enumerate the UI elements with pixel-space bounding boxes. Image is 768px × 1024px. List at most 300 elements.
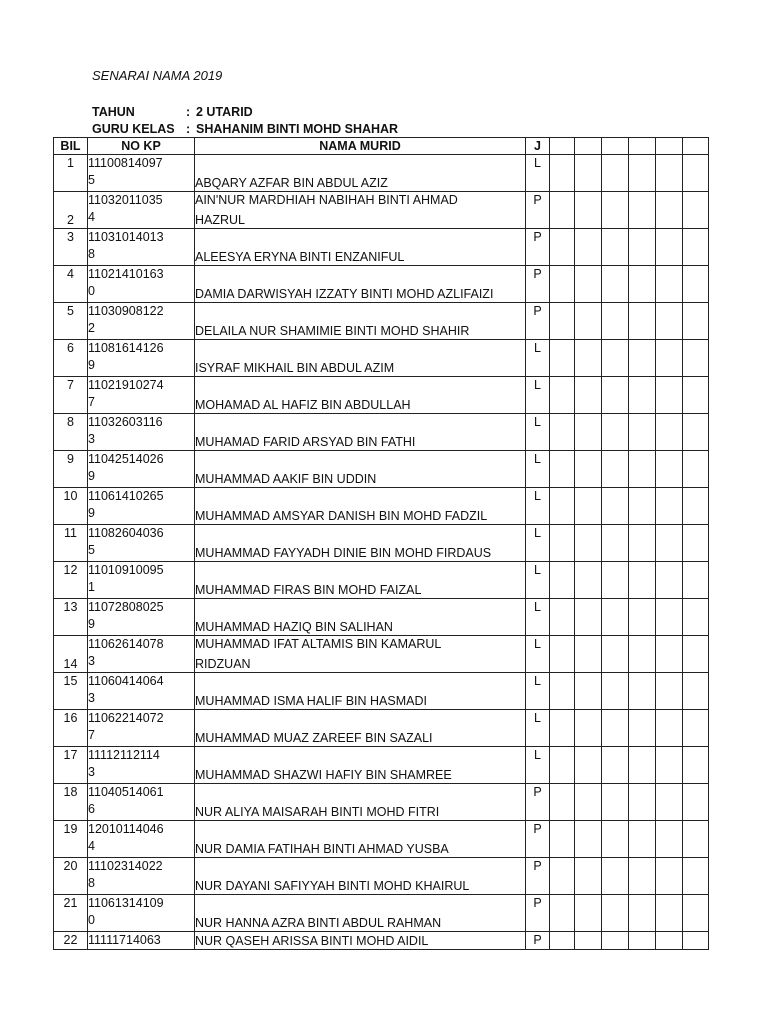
nama-murid-line-1: MUHAMMAD IFAT ALTAMIS BIN KAMARUL xyxy=(195,637,442,651)
no-kp-line-2: 3 xyxy=(88,653,95,668)
table-row xyxy=(54,784,709,821)
bil-value: 5 xyxy=(67,304,74,318)
bil-value: 4 xyxy=(67,267,74,281)
table-row xyxy=(54,451,709,488)
cell-no-kp xyxy=(88,599,195,636)
no-kp-line-2: 0 xyxy=(88,283,95,298)
cell-blank xyxy=(550,303,575,340)
table-row xyxy=(54,673,709,710)
cell-nama-murid xyxy=(195,636,526,673)
cell-blank xyxy=(629,525,656,562)
no-kp-line-2: 8 xyxy=(88,246,95,261)
cell-bil xyxy=(54,192,88,229)
cell-blank xyxy=(629,636,656,673)
cell-no-kp xyxy=(88,266,195,303)
no-kp-line-1: 11042514026 xyxy=(88,452,164,466)
table-row xyxy=(54,488,709,525)
no-kp-line-1: 11060414064 xyxy=(88,674,164,688)
cell-blank xyxy=(683,895,709,932)
cell-no-kp xyxy=(88,303,195,340)
cell-bil xyxy=(54,414,88,451)
cell-blank xyxy=(629,488,656,525)
cell-blank xyxy=(575,340,602,377)
cell-no-kp xyxy=(88,562,195,599)
no-kp-line-1: 11032603116 xyxy=(88,415,163,429)
cell-blank xyxy=(656,784,683,821)
cell-nama-murid xyxy=(195,303,526,340)
cell-blank xyxy=(656,266,683,303)
nama-murid-line-2: ABQARY AZFAR BIN ABDUL AZIZ xyxy=(195,175,388,190)
no-kp-line-2: 3 xyxy=(88,431,95,446)
nama-murid-line-2: MUHAMMAD HAZIQ BIN SALIHAN xyxy=(195,619,393,634)
cell-no-kp xyxy=(88,710,195,747)
cell-blank xyxy=(575,192,602,229)
nama-murid-line-2: MUHAMMAD FAYYADH DINIE BIN MOHD FIRDAUS xyxy=(195,545,492,560)
nama-murid-line-2: NUR HANNA AZRA BINTI ABDUL RAHMAN xyxy=(195,915,442,930)
cell-no-kp xyxy=(88,488,195,525)
cell-blank xyxy=(575,673,602,710)
jantina-value: L xyxy=(534,600,541,614)
cell-bil xyxy=(54,303,88,340)
jantina-value: P xyxy=(533,822,542,836)
jantina-value: L xyxy=(534,748,541,762)
cell-blank xyxy=(550,858,575,895)
cell-nama-murid xyxy=(195,155,526,192)
cell-bil xyxy=(54,636,88,673)
cell-nama-murid xyxy=(195,562,526,599)
nama-murid-line-2: MUHAMMAD SHAZWI HAFIY BIN SHAMREE xyxy=(195,767,452,782)
nama-murid-line-2: MUHAMMAD ISMA HALIF BIN HASMADI xyxy=(195,693,427,708)
cell-no-kp xyxy=(88,932,195,950)
cell-blank xyxy=(683,488,709,525)
cell-bil xyxy=(54,488,88,525)
cell-blank xyxy=(602,562,629,599)
nama-murid-line-2: MUHAMMAD FIRAS BIN MOHD FAIZAL xyxy=(195,582,422,597)
cell-nama-murid xyxy=(195,377,526,414)
cell-nama-murid xyxy=(195,858,526,895)
jantina-value: P xyxy=(533,785,542,799)
bil-value: 17 xyxy=(63,748,78,762)
bil-value: 22 xyxy=(63,933,78,947)
nama-murid-line-2: MUHAMMAD AAKIF BIN UDDIN xyxy=(195,471,377,486)
cell-blank xyxy=(575,229,602,266)
cell-nama-murid xyxy=(195,784,526,821)
cell-blank xyxy=(683,451,709,488)
jantina-value: L xyxy=(534,415,541,429)
cell-blank xyxy=(656,895,683,932)
cell-blank xyxy=(550,451,575,488)
cell-j xyxy=(526,229,550,266)
cell-blank xyxy=(629,229,656,266)
cell-blank xyxy=(575,858,602,895)
no-kp-line-1: 11102314022 xyxy=(88,859,163,873)
cell-nama-murid xyxy=(195,747,526,784)
jantina-value: P xyxy=(533,933,542,947)
cell-blank xyxy=(602,155,629,192)
cell-blank xyxy=(575,525,602,562)
no-kp-line-2: 9 xyxy=(88,505,95,520)
meta-label-tahun: TAHUN xyxy=(92,105,135,119)
cell-nama-murid xyxy=(195,525,526,562)
no-kp-line-2: 7 xyxy=(88,394,95,409)
cell-bil xyxy=(54,377,88,414)
cell-blank xyxy=(575,895,602,932)
cell-blank xyxy=(602,710,629,747)
nama-murid-line-2: NUR QASEH ARISSA BINTI MOHD AIDIL xyxy=(195,933,429,948)
header-row xyxy=(54,138,709,155)
cell-blank xyxy=(550,377,575,414)
cell-blank xyxy=(656,932,683,950)
cell-blank xyxy=(629,710,656,747)
cell-blank xyxy=(683,562,709,599)
table-row xyxy=(54,599,709,636)
cell-blank xyxy=(656,636,683,673)
no-kp-line-1: 11021410163 xyxy=(88,267,164,281)
no-kp-line-2: 3 xyxy=(88,690,95,705)
roster-body xyxy=(54,155,709,950)
cell-blank xyxy=(683,414,709,451)
cell-blank xyxy=(683,821,709,858)
cell-blank xyxy=(550,414,575,451)
bil-value: 10 xyxy=(63,489,78,503)
cell-j xyxy=(526,562,550,599)
jantina-value: P xyxy=(533,859,542,873)
cell-blank xyxy=(575,414,602,451)
nama-murid-line-2: DELAILA NUR SHAMIMIE BINTI MOHD SHAHIR xyxy=(195,323,470,338)
cell-blank xyxy=(550,673,575,710)
nama-murid-line-2: ISYRAF MIKHAIL BIN ABDUL AZIM xyxy=(195,360,395,375)
cell-blank xyxy=(602,414,629,451)
cell-blank xyxy=(602,192,629,229)
cell-blank xyxy=(629,599,656,636)
cell-blank xyxy=(656,858,683,895)
cell-j xyxy=(526,673,550,710)
table-row xyxy=(54,155,709,192)
cell-blank xyxy=(629,192,656,229)
cell-j xyxy=(526,340,550,377)
cell-blank xyxy=(683,599,709,636)
bil-value: 13 xyxy=(63,600,78,614)
header-blank xyxy=(602,138,629,155)
jantina-value: P xyxy=(533,267,542,281)
cell-blank xyxy=(656,562,683,599)
cell-j xyxy=(526,784,550,821)
cell-blank xyxy=(602,858,629,895)
cell-no-kp xyxy=(88,525,195,562)
class-info xyxy=(92,104,398,137)
cell-blank xyxy=(656,377,683,414)
cell-nama-murid xyxy=(195,229,526,266)
cell-blank xyxy=(575,562,602,599)
cell-blank xyxy=(602,932,629,950)
cell-j xyxy=(526,303,550,340)
cell-blank xyxy=(575,266,602,303)
header-j: J xyxy=(526,138,550,155)
no-kp-line-1: 11072808025 xyxy=(88,600,164,614)
meta-colon: : xyxy=(186,121,191,136)
cell-blank xyxy=(575,932,602,950)
nama-murid-line-2: NUR DAYANI SAFIYYAH BINTI MOHD KHAIRUL xyxy=(195,878,470,893)
cell-blank xyxy=(550,192,575,229)
jantina-value: P xyxy=(533,304,542,318)
cell-j xyxy=(526,451,550,488)
no-kp-line-2: 0 xyxy=(88,912,95,927)
cell-bil xyxy=(54,895,88,932)
header-blank xyxy=(629,138,656,155)
cell-blank xyxy=(656,599,683,636)
no-kp-line-2: 2 xyxy=(88,320,95,335)
cell-blank xyxy=(602,784,629,821)
jantina-value: L xyxy=(534,341,541,355)
cell-blank xyxy=(656,821,683,858)
cell-blank xyxy=(550,340,575,377)
cell-blank xyxy=(629,340,656,377)
jantina-value: L xyxy=(534,489,541,503)
cell-blank xyxy=(602,303,629,340)
cell-no-kp xyxy=(88,414,195,451)
no-kp-line-1: 11010910095 xyxy=(88,563,164,577)
cell-j xyxy=(526,932,550,950)
nama-murid-line-2: ALEESYA ERYNA BINTI ENZANIFUL xyxy=(195,249,405,264)
cell-no-kp xyxy=(88,821,195,858)
cell-blank xyxy=(683,192,709,229)
no-kp-line-2: 7 xyxy=(88,727,95,742)
cell-blank xyxy=(550,562,575,599)
cell-no-kp xyxy=(88,155,195,192)
cell-bil xyxy=(54,562,88,599)
nama-murid-line-2: NUR DAMIA FATIHAH BINTI AHMAD YUSBA xyxy=(195,841,449,856)
cell-nama-murid xyxy=(195,599,526,636)
cell-j xyxy=(526,414,550,451)
cell-blank xyxy=(683,229,709,266)
table-row xyxy=(54,266,709,303)
bil-value: 2 xyxy=(67,212,74,227)
cell-no-kp xyxy=(88,895,195,932)
cell-blank xyxy=(629,895,656,932)
table-row xyxy=(54,377,709,414)
jantina-value: L xyxy=(534,674,541,688)
cell-no-kp xyxy=(88,229,195,266)
cell-nama-murid xyxy=(195,673,526,710)
cell-blank xyxy=(629,303,656,340)
cell-blank xyxy=(629,747,656,784)
no-kp-line-1: 11062614078 xyxy=(88,637,164,651)
jantina-value: L xyxy=(534,637,541,651)
no-kp-line-2: 5 xyxy=(88,172,95,187)
cell-bil xyxy=(54,155,88,192)
bil-value: 15 xyxy=(63,674,78,688)
no-kp-line-1: 11112112114 xyxy=(88,748,160,762)
cell-blank xyxy=(629,821,656,858)
cell-blank xyxy=(656,710,683,747)
cell-blank xyxy=(683,747,709,784)
bil-value: 6 xyxy=(67,341,74,355)
cell-no-kp xyxy=(88,340,195,377)
cell-nama-murid xyxy=(195,266,526,303)
cell-blank xyxy=(602,673,629,710)
bil-value: 12 xyxy=(63,563,78,577)
table-row xyxy=(54,821,709,858)
bil-value: 16 xyxy=(63,711,78,725)
cell-blank xyxy=(602,895,629,932)
table-row xyxy=(54,340,709,377)
cell-blank xyxy=(550,229,575,266)
cell-blank xyxy=(683,636,709,673)
cell-no-kp xyxy=(88,784,195,821)
no-kp-line-2: 1 xyxy=(88,579,95,594)
no-kp-line-2: 9 xyxy=(88,357,95,372)
bil-value: 21 xyxy=(63,896,78,910)
jantina-value: L xyxy=(534,711,541,725)
cell-blank xyxy=(602,377,629,414)
bil-value: 14 xyxy=(63,656,78,671)
cell-blank xyxy=(550,155,575,192)
cell-blank xyxy=(550,784,575,821)
no-kp-line-1: 11111714063 xyxy=(88,933,161,947)
nama-murid-line-2: NUR ALIYA MAISARAH BINTI MOHD FITRI xyxy=(195,804,440,819)
cell-blank xyxy=(683,858,709,895)
jantina-value: L xyxy=(534,156,541,170)
cell-blank xyxy=(575,155,602,192)
cell-blank xyxy=(683,155,709,192)
cell-blank xyxy=(683,784,709,821)
no-kp-line-1: 11021910274 xyxy=(88,378,164,392)
table-row xyxy=(54,747,709,784)
cell-blank xyxy=(550,710,575,747)
cell-j xyxy=(526,377,550,414)
bil-value: 18 xyxy=(63,785,78,799)
bil-value: 9 xyxy=(67,452,74,466)
no-kp-line-1: 12010114046 xyxy=(88,822,164,836)
cell-blank xyxy=(656,673,683,710)
cell-blank xyxy=(602,821,629,858)
cell-j xyxy=(526,599,550,636)
cell-j xyxy=(526,747,550,784)
table-row xyxy=(54,710,709,747)
cell-nama-murid xyxy=(195,414,526,451)
cell-blank xyxy=(602,229,629,266)
table-row xyxy=(54,858,709,895)
table-row xyxy=(54,414,709,451)
cell-nama-murid xyxy=(195,895,526,932)
cell-blank xyxy=(656,155,683,192)
cell-blank xyxy=(656,192,683,229)
cell-bil xyxy=(54,932,88,950)
cell-blank xyxy=(683,377,709,414)
cell-no-kp xyxy=(88,451,195,488)
cell-no-kp xyxy=(88,377,195,414)
nama-murid-line-2: MUHAMMAD AMSYAR DANISH BIN MOHD FADZIL xyxy=(195,508,488,523)
cell-nama-murid xyxy=(195,451,526,488)
no-kp-line-2: 9 xyxy=(88,468,95,483)
cell-blank xyxy=(602,451,629,488)
cell-blank xyxy=(602,488,629,525)
cell-j xyxy=(526,821,550,858)
cell-blank xyxy=(629,858,656,895)
cell-blank xyxy=(550,488,575,525)
cell-blank xyxy=(575,636,602,673)
no-kp-line-2: 8 xyxy=(88,875,95,890)
cell-blank xyxy=(656,303,683,340)
cell-j xyxy=(526,858,550,895)
cell-j xyxy=(526,192,550,229)
cell-bil xyxy=(54,266,88,303)
no-kp-line-1: 11061410265 xyxy=(88,489,164,503)
nama-murid-line-2: MOHAMAD AL HAFIZ BIN ABDULLAH xyxy=(195,397,411,412)
bil-value: 19 xyxy=(63,822,78,836)
cell-bil xyxy=(54,858,88,895)
cell-blank xyxy=(550,266,575,303)
cell-blank xyxy=(575,377,602,414)
cell-blank xyxy=(629,932,656,950)
header-blank xyxy=(575,138,602,155)
cell-blank xyxy=(629,155,656,192)
cell-blank xyxy=(656,340,683,377)
table-row xyxy=(54,192,709,229)
cell-blank xyxy=(629,562,656,599)
cell-blank xyxy=(550,895,575,932)
cell-blank xyxy=(602,266,629,303)
cell-blank xyxy=(656,414,683,451)
cell-blank xyxy=(629,266,656,303)
jantina-value: L xyxy=(534,563,541,577)
no-kp-line-1: 11082604036 xyxy=(88,526,164,540)
no-kp-line-1: 11030908122 xyxy=(88,304,164,318)
cell-blank xyxy=(550,747,575,784)
cell-blank xyxy=(656,525,683,562)
cell-blank xyxy=(550,636,575,673)
cell-blank xyxy=(683,525,709,562)
jantina-value: L xyxy=(534,526,541,540)
jantina-value: P xyxy=(533,230,542,244)
table-row xyxy=(54,525,709,562)
cell-nama-murid xyxy=(195,710,526,747)
cell-blank xyxy=(575,488,602,525)
cell-blank xyxy=(629,377,656,414)
header-no-kp: NO KP xyxy=(88,138,195,155)
cell-blank xyxy=(656,451,683,488)
cell-bil xyxy=(54,673,88,710)
cell-blank xyxy=(575,599,602,636)
cell-blank xyxy=(656,747,683,784)
cell-bil xyxy=(54,525,88,562)
cell-j xyxy=(526,895,550,932)
cell-j xyxy=(526,488,550,525)
cell-no-kp xyxy=(88,192,195,229)
cell-bil xyxy=(54,229,88,266)
student-roster-table xyxy=(53,137,709,950)
cell-bil xyxy=(54,451,88,488)
cell-blank xyxy=(683,673,709,710)
nama-murid-line-2: DAMIA DARWISYAH IZZATY BINTI MOHD AZLIFAIZI xyxy=(195,286,494,301)
cell-nama-murid xyxy=(195,488,526,525)
cell-bil xyxy=(54,599,88,636)
header-blank xyxy=(550,138,575,155)
cell-blank xyxy=(575,784,602,821)
cell-blank xyxy=(629,451,656,488)
cell-blank xyxy=(550,599,575,636)
meta-row-guru-kelas xyxy=(92,121,398,138)
bil-value: 3 xyxy=(67,230,74,244)
cell-nama-murid xyxy=(195,821,526,858)
header-bil: BIL xyxy=(54,138,88,155)
cell-bil xyxy=(54,340,88,377)
bil-value: 8 xyxy=(67,415,74,429)
nama-murid-line-2: RIDZUAN xyxy=(195,656,251,671)
nama-murid-line-1: AIN'NUR MARDHIAH NABIHAH BINTI AHMAD xyxy=(195,193,458,207)
cell-j xyxy=(526,636,550,673)
cell-blank xyxy=(656,488,683,525)
